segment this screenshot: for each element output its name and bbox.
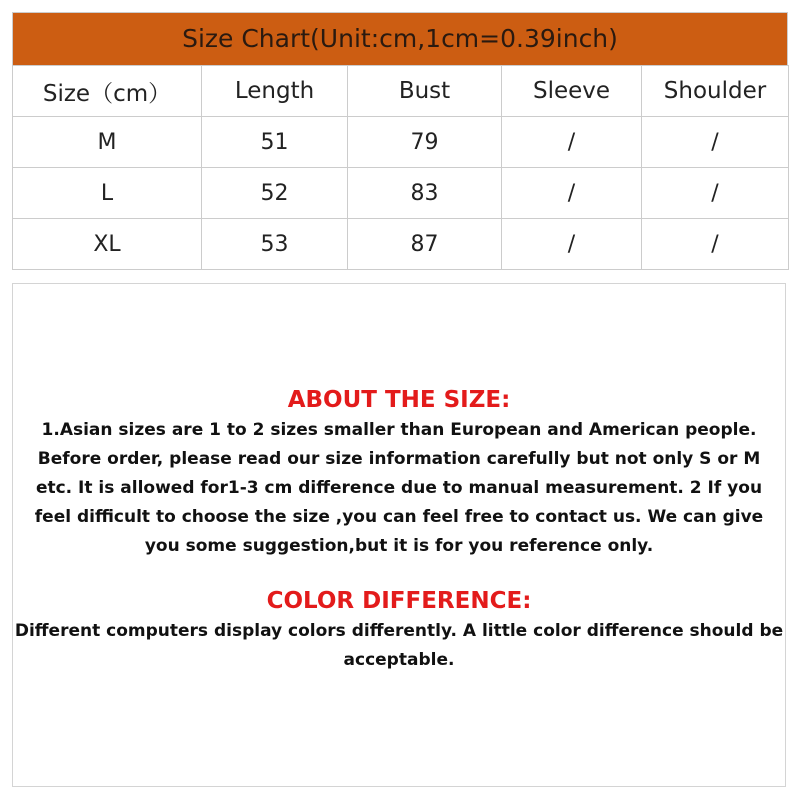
color-difference-heading: COLOR DIFFERENCE: xyxy=(266,588,532,614)
header-shoulder: Shoulder xyxy=(642,66,789,117)
table-cell: / xyxy=(642,117,789,168)
table-cell: 52 xyxy=(202,168,348,219)
table-row xyxy=(13,117,789,168)
table-cell: 87 xyxy=(348,219,502,270)
table-cell: 53 xyxy=(202,219,348,270)
table-cell: / xyxy=(642,168,789,219)
table-cell: XL xyxy=(13,219,202,270)
table-cell: / xyxy=(502,219,642,270)
size-chart xyxy=(12,12,788,270)
table-row xyxy=(13,219,789,270)
table-cell: / xyxy=(642,219,789,270)
size-notes-panel xyxy=(12,283,786,787)
about-size-heading: ABOUT THE SIZE: xyxy=(287,387,511,413)
table-cell: 83 xyxy=(348,168,502,219)
table-cell: 79 xyxy=(348,117,502,168)
color-difference-text: Different computers display colors differently. A little color difference should be acceptable. xyxy=(14,621,784,670)
table-cell: / xyxy=(502,117,642,168)
size-chart-title: Size Chart(Unit:cm,1cm=0.39inch) xyxy=(12,12,788,65)
table-cell: / xyxy=(502,168,642,219)
table-row xyxy=(13,168,789,219)
header-length: Length xyxy=(202,66,348,117)
header-bust: Bust xyxy=(348,66,502,117)
table-cell: L xyxy=(13,168,202,219)
table-cell: 51 xyxy=(202,117,348,168)
about-size-text: 1.Asian sizes are 1 to 2 sizes smaller than European and American people. Before order, please read our size information carefully but not only S or M etc. It is allowed for1-3 cm difference due to manual measurement. 2 If you feel difficult to choose the size ,you can feel free to contact us. We can give you some suggestion,but it is for you reference only. xyxy=(34,420,764,556)
table-cell: M xyxy=(13,117,202,168)
size-table xyxy=(12,65,789,270)
header-size: Size（cm） xyxy=(13,66,202,117)
table-header-row xyxy=(13,66,789,117)
header-sleeve: Sleeve xyxy=(502,66,642,117)
